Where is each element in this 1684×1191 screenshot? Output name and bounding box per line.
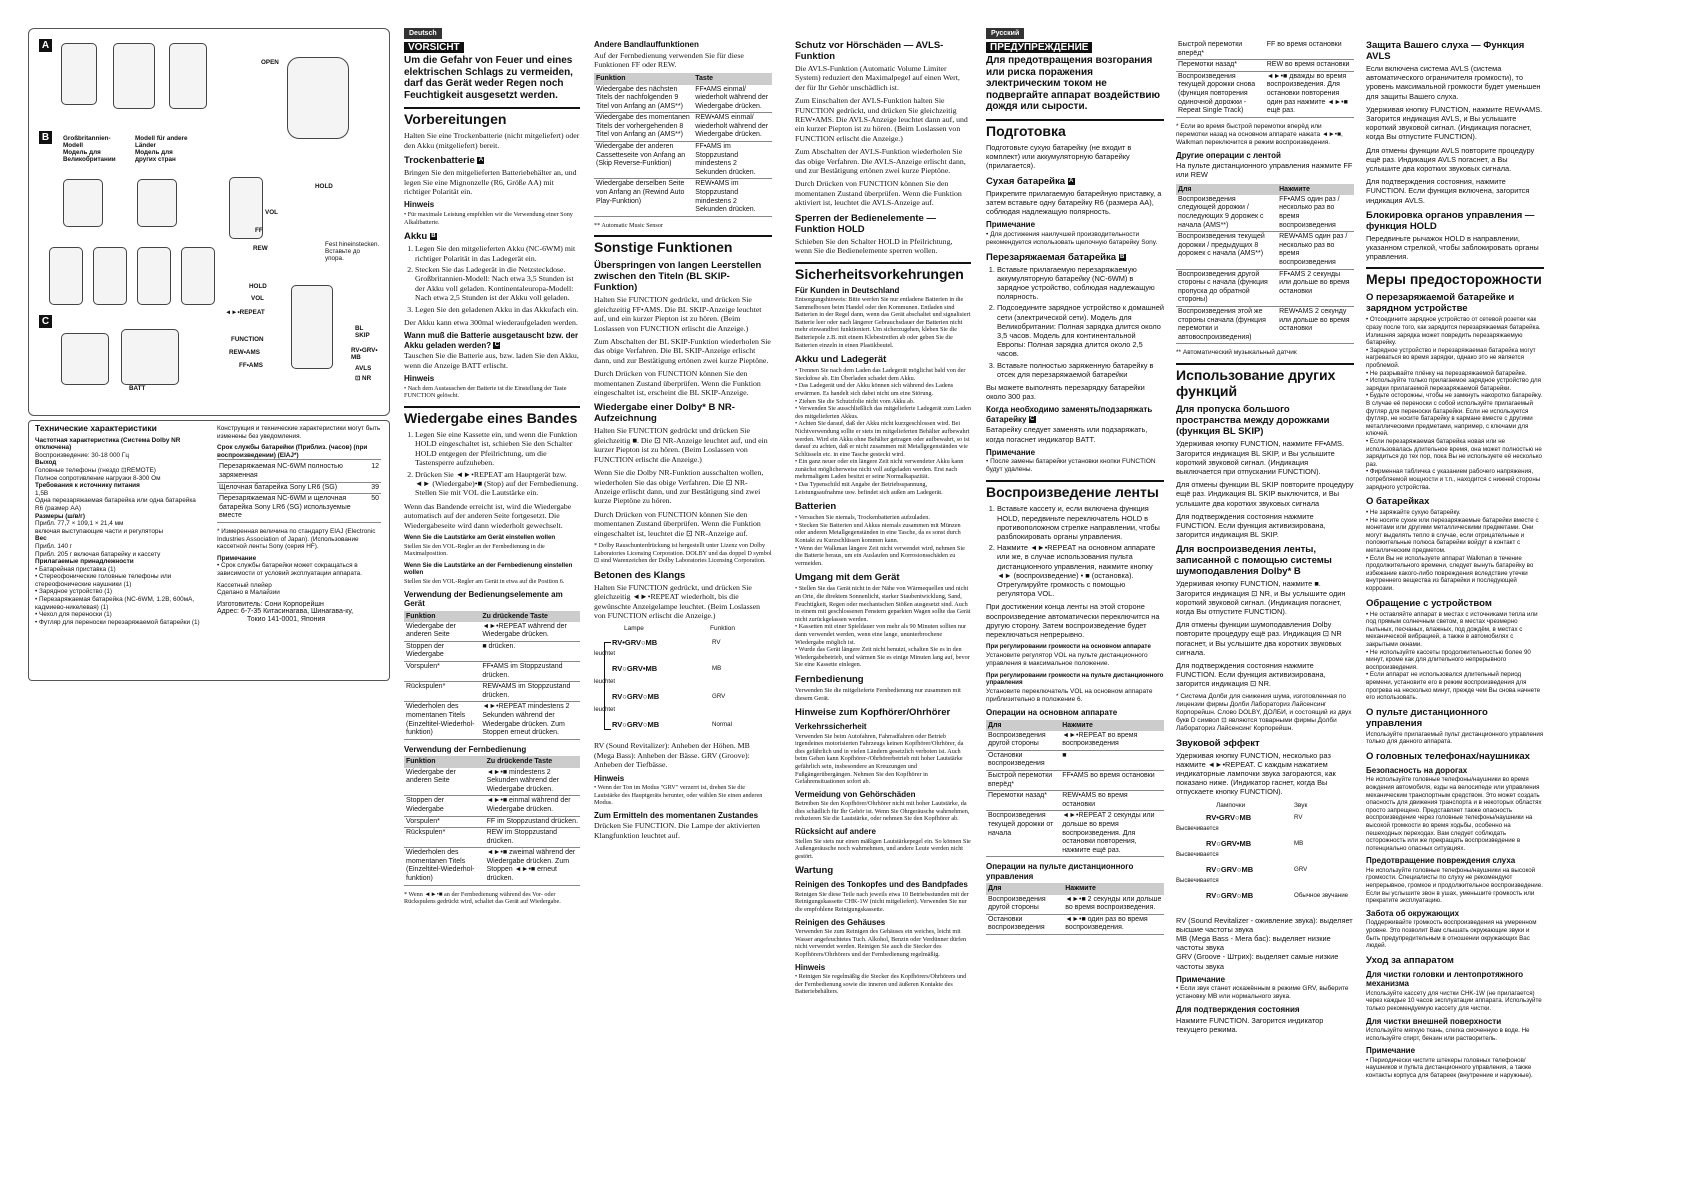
remote-operations-table-cont: [1176, 40, 1354, 118]
section-title: Меры предосторожности: [1366, 271, 1542, 288]
loop-arrow: [604, 642, 611, 730]
table-row: Щелочная батарейка Sony LR6 (SG) 39: [217, 482, 381, 494]
sound-mode-diagram-ru: Лампочки Звук RV•GRV○MB Высвечивается RV○GRV•MB Высвечивается RV○GRV○MB Высвечивается RV○GRV○MB RV MB GRV Обычное звучание: [1176, 801, 1349, 900]
battery-care-list-ru: • Не заряжайте сухую батарейку. • Не носите сухие или перезаряжаемые батарейки вместе с монетами или другими металлическими предметами. Они могут выделять тепло в случае, если отрицательные и положительные полюса батарейки войдут в контакт с металлическим предметом. • Если Вы не используете аппарат Walkman в течение продолжительного времени, следует вынуть батарейку во избежание какого-либо повреждения вследствие утечки внутреннего вещества из батарейки и последующей коррозии.: [1366, 509, 1539, 593]
table-row: Быстрой перемотки вперёд* FF во время остановки: [1176, 40, 1354, 60]
recharge-steps: 1. Вставьте прилагаемую перезаряжаемую аккумуляторную батарейку (NC-6WM) в зарядное устройство, соблюдая надлежащую полярность. 2. Подсоедините зарядное устройство к домашней сети (электрической сети). Модель для Великобритании: Полная зарядка длится около 3,5 часов. Модель для континентальной Европы: Полная зарядка длится около 2,5 часов. 3. Вставьте полностью заряженную батарейку в отсек для перезаряжаемой батарейки: [986, 265, 1164, 379]
divider: [404, 406, 580, 408]
divider: [594, 235, 772, 237]
language-tag-german: Deutsch: [404, 28, 442, 39]
sound-description-list: RV (Sound Revitalizer - оживление звука): выделяет высшие частоты звука MB (Mega Bass - Мега бас): выделяет низкие частоты звука GRV (Groove - Штрих): выделяет самые низкие частоты звука: [1176, 915, 1353, 971]
label-hold2: HOLD: [249, 283, 267, 290]
label-hold: HOLD: [315, 183, 333, 190]
label-rvgrv: RV•GRV• MB: [351, 347, 378, 361]
label-uk-model: Großbritannien- Modell Модель для Великобритании: [63, 135, 116, 163]
play-steps: 1. Вставьте кассету и, если включена функция HOLD, передвиньте переключатель HOLD в противоположном стрелке направлении, чтобы разблокировать органы управления. 2. Нажмите ◄►•REPEAT на основном аппарате или же, в случае использования пульта дистанционного управления, нажмите кнопку ◄► (воспроизведение) • ■ (остановка). Отрегулируйте громкость с помощью регулятора VOL.: [986, 504, 1164, 598]
section-title: Sicherheitsvorkehrungen: [795, 265, 964, 282]
specs-title: Технические характеристики: [35, 423, 157, 433]
russian-column-2: Быстрой перемотки вперёд* FF во время остановки Перемотки назад* REW во время остановки Воспроизведения текущей дорожки снова (функция повторения одиночной дорожки - Repeat Single Track) ◄►•■ дважды во время воспроизведения. Для остановки повторения один раз нажмите ◄►•■ ещё раз. * Если во время быстрой перемотки вперёд или перемотки назад на основном аппарате нажата ◄►•■, Walkman переключится в режим воспроизведения. Другие операции с лентой На пульте дистанционного управления нажмите FF или REW Для Нажмите Воспроизведения следующей дорожки / последующих 9 дорожек с начала (AMS**) FF•AMS один раз / несколько раз во время воспроизведения Воспроизведения текущей дорожки / предыдущих 8 дорожек с начала (AMS**) REW•AMS один раз / несколько раз во время воспроизведения Воспроизведения другой стороны с начала (функция пропуска до обратной стороны) FF•AMS 2 секунды или дольше во время остановки Воспроизведения этой же стороны сначала (функция перемотки и автовоспроизведения) REW•AMS 2 секунду или дольше во время остановки ** Автоматический музыкальный датчик Использование других функций Для пропуска большого пространства между дорожками (функция BL SKIP) Удерживая кнопку FUNCTION, нажмите FF•AMS. Загорится индикация BL SKIP, и Вы услышите короткий звуковой сигнал. (Индикация выключается при отпускании FUNCTION). Для отмены функции BL SKIP повторите процедуру ещё раз. Индикация BL SKIP выключится, и Вы услышите два коротких звуковых сигнала Для подтверждения состояния нажмите FUNCTION. Если функция активизирована, загорится индикация BL SKIP. Для воспроизведения ленты, записанной с помощью системы шумоподавления Dolby* B Удерживая кнопку FUNCTION, нажмите ■. Загорится индикация ⊡ NR, и Вы услышите один короткий звуковой сигнал. (Индикация погаснет, когда Вы отпустите FUNCTION). Для отмены функции шумоподавления Dolby повторите процедуру ещё раз. Индикация ⊡ NR погаснет, и Вы услышите два коротких звуковых сигнала. Для подтверждения состояния нажмите FUNCTION. Если функция активизирована, загорится индикация ⊡ NR. * Система Долби для снижения шума, изготовленная по лицензии фирмы Долби Лабораториз Лайсенсинг Корпорейшн. Слово DOLBY, ДОЛБИ, и состоящий из двух букв D символ ⊡ являются товарными фирмы Долби Лабораториз Лайсенсинг Корпорейшн. Звуковой эффект Удерживая кнопку FUNCTION, несколько раз нажмите ◄►•REPEAT. С каждым нажатием индикаторные лампочки звука загораются, как показано ниже. (Индикатор гаснет, когда Вы отпускаете кнопку FUNCTION). Лампочки Звук RV•GRV○MB Высвечивается RV○GRV•MB Высвечивается RV○GRV○MB Высвечивается RV○GRV○MB RV MB GRV Обычное звучание RV (Sound Revitalizer - оживление звука): выделяет высшие частоты звука MB (Mega Bass - Мега бас): выделяет низкие частоты звука GRV (Groove - Штрих): выделяет самые низкие частоты звука Примечание • Если звук станет искажённым в режиме GRV, выберите установку MB или нормального звука. Для подтверждения состояния Нажмите FUNCTION. Загорится индикатор текущего режима.: [1176, 41, 1354, 1035]
label-push: Fest hineinstecken. Вставьте до упора.: [325, 241, 380, 262]
table-row: Перемотки назад* REW•AMS во время остановки: [986, 791, 1164, 811]
illustration-panel: [28, 28, 390, 416]
label-batt: BATT: [129, 385, 146, 392]
warning-text-ru: Для предотвращения возгорания или риска поражения электрическим током не подвергайте аппарат воздействию дождя или сырости.: [986, 55, 1161, 113]
divider: [986, 119, 1164, 121]
address-line1: Адрес: 6-7-35 Китасинагава, Шинагава-ку,: [217, 608, 354, 616]
mode-grv-ru: RV○GRV○MB: [1206, 864, 1254, 874]
label-rew: REW: [253, 245, 268, 252]
table-row: Перезаряжаемая NC-6WM полностью заряженная 12: [217, 462, 381, 482]
table-row: Остановки воспроизведения ■: [986, 750, 1164, 770]
table-row: Воспроизведения этой же стороны сначала (функция перемотки и автовоспроизведения) REW•AMS 2 секунду или дольше во время остановки: [1176, 306, 1354, 343]
battery-care-list: • Versuchen Sie niemals, Trockenbatterien aufzuladen. • Stecken Sie Batterien und Akkus niemals zusammen mit Münzen oder anderen Metallgegenständen in eine Tasche, da es sonst durch Kontakt zu Kurzschlüssen kommen kann. • Wenn der Walkman längere Zeit nicht verwendet wird, nehmen Sie die Batterie heraus, um ein Auslaufen und Korrosionsschäden zu vermeiden.: [795, 514, 965, 567]
table-row: Rückspulen* REW•AMS im Stoppzustand drücken.: [404, 682, 580, 702]
charger-uk-sketch: [63, 179, 103, 227]
russian-column-1: Русский ПРЕДУПРЕЖДЕНИЕ Для предотвращения возгорания или риска поражения электрическим током не подвергайте аппарат воздействию дождя или сырости. Подготовка Подготовьте сухую батарейку (не входит в комплект) или аккумуляторную батарейку (прилагается). Сухая батарейка A Прикрепите прилагаемую батарейную приставку, а затем вставьте одну батарейку R6 (размера AA), соблюдая надлежащую полярность. Примечание • Для достижения наилучшей производительности рекомендуется использовать щелочную батарейку Sony. Перезаряжаемая батарейка B 1. Вставьте прилагаемую перезаряжаемую аккумуляторную батарейку (NC-6WM) в зарядное устройство, соблюдая надлежащую полярность. 2. Подсоедините зарядное устройство к домашней сети (электрической сети). Модель для Великобритании: Полная зарядка длится около 3,5 часов. Модель для континентальной Европы: Полная зарядка длится около 2,5 часов. 3. Вставьте полностью заряженную батарейку в отсек для перезаряжаемой батарейки Вы можете выполнять перезарядку батарейки около 300 раз. Когда необходимо заменять/подзаряжать батарейку C Батарейку следует заменять или подзаряжать, когда погаснет индикатор BATT. Примечание • После замены батарейки установки кнопки FUNCTION будут удалены. Воспроизведение ленты 1. Вставьте кассету и, если включена функция HOLD, передвиньте переключатель HOLD в противоположном стрелке направлении, чтобы разблокировать органы управления. 2. Нажмите ◄►•REPEAT на основном аппарате или же, в случае использования пульта дистанционного управления, нажмите кнопку ◄► (воспроизведение) • ■ (остановка). Отрегулируйте громкость с помощью регулятора VOL. При достижении конца ленты на этой стороне воспроизведение автоматически переключится на другую сторону. Затем воспроизведение будет переключаться непрерывно. При регулировании громкости на основном аппарате Установите регулятор VOL на пульте дистанционного управления в максимальное положение. При регулировании громкости на пульте дистанционного управления Установите переключатель VOL на основном аппарате приблизительно в положение 6. Операции на основном аппарате Для Нажмите Воспроизведения другой стороны ◄►•REPEAT во время воспроизведения Остановки воспроизведения ■ Быстрой перемотки вперёд* FF•AMS во время остановки Перемотки назад* REW•AMS во время остановки Воспроизведения текущей дорожки от начала ◄►•REPEAT 2 секунды или дольше во время воспроизведения. Для остановки повторения, нажмите ещё раз. Операции на пульте дистанционного управления Для Нажмите Воспроизведения другой стороны ◄►•■ 2 секунды или дольше во время воспроизведения. Остановки воспроизведения ◄►•■ один раз во время воспроизведения.: [986, 28, 1164, 940]
warning-label: VORSICHT: [404, 42, 464, 53]
mode-rv-ru: RV•GRV○MB: [1206, 812, 1252, 822]
section-title: Использование других функций: [1176, 367, 1336, 400]
table-row: Воспроизведения текущей дорожки от начала ◄►•REPEAT 2 секунды или дольше во время воспроизведения. Для остановки повторения, нажмите ещё раз.: [986, 811, 1164, 857]
mode-normal: RV○GRV○MB: [612, 720, 660, 730]
table-row: Wiederholen des momentanen Titels (Einzeltitel-Wiederhol-funktion) ◄►•■ zweimal während der Wiedergabe drücken. Zum Stoppen ◄►•■ erneut drücken.: [404, 848, 580, 885]
divider: [986, 480, 1164, 482]
table-row: Wiedergabe der anderen Seite ◄►•REPEAT während der Wiedergabe drücken.: [404, 622, 580, 642]
charger-eu-sketch: [137, 179, 177, 227]
label-repeat: ◄►•REPEAT: [225, 309, 265, 316]
german-column-1: Deutsch VORSICHT Um die Gefahr von Feuer und eines elektrischen Schlags zu vermeiden, darf das Gerät weder Regen noch Feuchtigkeit ausgesetzt werden. Vorbereitungen Halten Sie eine Trockenbatterie (nicht mitgeliefert) oder den Akku (mitgeliefert) bereit. Trockenbatterie A Bringen Sie den mitgelieferten Batteriebehälter an, und legen Sie eine Mignonzelle (R6, Größe AA) mit richtiger Polarität ein. Hinweis • Für maximale Leistung empfehlen wir die Verwendung einer Sony Alkalibatterie. Akku B 1. Legen Sie den mitgelieferten Akku (NC-6WM) mit richtiger Polarität in das Ladegerät ein. 2. Stecken Sie das Ladegerät in die Netzsteckdose. Großbritannien-Modell: Nach etwa 3,5 Stunden ist der Akku voll geladen. Kontinentaleuropa-Modell: Nach etwa 2,5 Stunden ist der Akku voll geladen. 3. Legen Sie den geladenen Akku in das Akkufach ein. Der Akku kann etwa 300mal wiederaufgeladen werden. Wann muß die Batterie ausgetauscht bzw. der Akku geladen werden? C Tauschen Sie die Batterie aus, bzw. laden Sie den Akku, wenn die Anzeige BATT erlischt. Hinweis • Nach dem Austauschen der Batterie ist die Einstellung der Taste FUNCTION gelöscht. Wiedergabe eines Bandes 1. Legen Sie eine Kassette ein, und wenn die Funktion HOLD eingeschaltet ist, schieben Sie den Schalter HOLD entgegen der Pfeilrichtung, um die Tastensperre aufzuheben. 2. Drücken Sie ◄►•REPEAT am Hauptgerät bzw. ◄► (Wiedergabe)•■ (Stop) auf der Fernbedienung. Stellen Sie mit VOL die Lautstärke ein. Wenn das Bandende erreicht ist, wird die Wiedergabe automatisch auf der anderen Seite fortgesetzt. Die Wiedergabeseite wird dann wiederholt gewechselt. Wenn Sie die Lautstärke am Gerät einstellen wollen Stellen Sie den VOL-Regler an der Fernbedienung in die Maximalposition. Wenn Sie die Lautstärke an der Fernbedienung einstellen wollen Stellen Sie den VOL-Regler am Gerät in etwa auf die Position 6. Verwendung der Bedienungselemente am Gerät Funktion Zu drückende Taste Wiedergabe der anderen Seite ◄►•REPEAT während der Wiedergabe drücken. Stoppen der Wiedergabe ■ drücken. Vorspulen* FF•AMS im Stoppzustand drücken. Rückspulen* REW•AMS im Stoppzustand drücken. Wiederholen des momentanen Titels (Einzeltitel-Wiederhol-funktion) ◄►•REPEAT mindestens 2 Sekunden während der Wiedergabe drücken. Zum Stoppen erneut drücken. Verwendung der Fernbedienung Funktion Zu drückende Taste Wiedergabe der anderen Seite ◄►•■ mindestens 2 Sekunden während der Wiedergabe drücken. Stoppen der Wiedergabe ◄►•■ einmal während der Wiedergabe drücken. Vorspulen* FF im Stoppzustand drücken. Rückspulen* REW im Stoppzustand drücken. Wiederholen des momentanen Titels (Einzeltitel-Wiederhol-funktion) ◄►•■ zweimal während der Wiedergabe drücken. Zum Stoppen ◄►•■ erneut drücken. * Wenn ◄►•■ an der Fernbedienung während des Vor- oder Rückspulens gedrückt wird, schaltet das Gerät auf Wiedergabe.: [404, 28, 580, 910]
device-care-list: • Не оставляйте аппарат в местах с источниками тепла или под прямым солнечным светом, в местах чрезмерно пыльных, песчаных, влажных, под дождём, в местах с механической вибрацией, а также в автомобилях с закрытыми окнами. • Не используйте кассеты продолжительностью более 90 минут, кроме как для длительного непрерывного воспроизведения. • Если аппарат не использовался длительный период времени, установите его в режим воспроизведения для прогрева на несколько минут, прежде чем Вы снова начнете его использовать.: [1366, 610, 1541, 702]
table-row: Wiedergabe der anderen Cassetteseite von Anfang an (Skip Reverse-Funktion) FF•AMS im Stoppzustand mindestens 2 Sekunden drücken.: [594, 142, 772, 179]
sound-mode-diagram: Lampe Funktion RV•GRV○MB leuchtet RV○GRV•MB leuchtet RV○GRV○MB leuchtet RV○GRV○MB RV MB GRV Normal: [594, 625, 735, 730]
mode-grv: RV○GRV○MB: [612, 692, 660, 702]
device-operations-table: Для Нажмите Воспроизведения другой стороны ◄►•REPEAT во время воспроизведения Остановки воспроизведения ■ Быстрой перемотки вперёд* FF•AMS во время остановки Перемотки назад* REW•AMS во время остановки Воспроизведения текущей дорожки от начала ◄►•REPEAT 2 секунды или дольше во время воспроизведения. Для остановки повторения, нажмите ещё раз.: [986, 720, 1164, 858]
table-row: Воспроизведения следующей дорожки / последующих 9 дорожек с начала (AMS**) FF•AMS один раз / несколько раз во время воспроизведения: [1176, 195, 1354, 232]
table-row: Vorspulen* FF•AMS im Stoppzustand drücken.: [404, 662, 580, 682]
table-row: Wiedergabe der anderen Seite ◄►•■ mindestens 2 Sekunden während der Wiedergabe drücken.: [404, 768, 580, 796]
figure-label-c: C: [39, 315, 52, 328]
russian-column-3: Защита Вашего слуха — Функция AVLS Если включена система AVLS (система автоматического ограничителя громкости), то уровень максимальной громкости будет уменьшен для защиты Вашего слуха. Удерживая кнопку FUNCTION, нажмите REW•AMS. Загорится индикация AVLS, и Вы услышите короткий звуковой сигнал. (Индикация погаснет, когда Вы отпустите FUNCTION). Для отмены функции AVLS повторите процедуру ещё раз. Индикация AVLS погаснет, а Вы услышите два коротких звуковых сигнала. Для подтверждения состояния, нажмите FUNCTION. Если функция включена, загорится индикация AVLS. Блокировка органов управления — функция HOLD Передвиньте рычажок HOLD в направлении, указанном стрелкой, чтобы заблокировать органы управления. Меры предосторожности О перезаряжаемой батарейке и зарядном устройстве • Отсоедините зарядное устройство от сетевой розетки как сразу после того, как зарядится перезаряжаемая батарейка. Излишняя зарядка может повредить перезаряжаемую батарейку. • Зарядное устройство и перезаряжаемая батарейка могут нагреваться во время зарядки, однако это не является проблемой. • Не разрывайте плёнку на перезаряжаемой батарейке. • Используйте только прилагаемое зарядное устройство для зарядки прилагаемой перезаряжаемой батарейки. • Будьте осторожны, чтобы не замкнуть накоротко батарейку. В случае её переноски с собой используйте прилагаемый футляр для переноски батарейки. Если не используется футляр, не носите батарейку в кармане вместе с другими металлическими предметами, например, с ключами для ключей. • Если перезаряжаемая батарейка новая или не использовалась длительное время, она может полностью не зарядиться до тех пор, пока Вы не используете её несколько раз. • Фирменная табличка с указанием рабочего напряжения, потребляемой мощности и т.п., находится с нижней стороны зарядного устройства. О батарейках • Не заряжайте сухую батарейку. • Не носите сухие или перезаряжаемые батарейки вместе с монетами или другими металлическими предметами. Они могут выделять тепло в случае, если отрицательные и положительные полюса батарейки войдут в контакт с металлическим предметом. • Если Вы не используете аппарат Walkman в течение продолжительного времени, следует вынуть батарейку во избежание какого-либо повреждения вследствие утечки внутреннего вещества из батарейки и последующей коррозии. Обращение с устройством • Не оставляйте аппарат в местах с источниками тепла или под прямым солнечным светом, в местах чрезмерно пыльных, песчаных, влажных, под дождём, в местах с механической вибрацией, а также в автомобилях с закрытыми окнами. • Не используйте кассеты продолжительностью более 90 минут, кроме как для длительного непрерывного воспроизведения. • Если аппарат не использовался длительный период времени, установите его в режим воспроизведения для прогрева на несколько минут, прежде чем Вы снова начнете его использовать. О пульте дистанционного управления Используйте прилагаемый пульт дистанционного управления только для данного аппарата. О головных телефонах/наушниках Безопасность на дорогах Не используйте головные телефоны/наушники во время вождения автомобиля, езды на велосипеде или управления механическим транспортным средством. Это может создать опасность для движения транспорта и в некоторых областях просто запрещено. Представляет также опасность воспроизведение через головные телефоны/наушники на высокой громкости во время ходьбы, особенно на пешеходных переходах. Вам следует соблюдать осторожность или же прекращать воспроизведение в потенциально опасных ситуациях. Предотвращение повреждения слуха Не используйте головные телефоны/наушники на высокой громкости. Специалисты по слуху не рекомендуют непрерывное, громкое и продолжительное воспроизведение. Если вы услышите звон в ушах, уменьшите громкость или прекратите эксплуатацию. Забота об окружающих Поддерживайте громкость воспроизведения на умеренном уровне. Это позволит Вам слышать окружающие звуки и быть предупредительным в отношении окружающих Вас людей. Уход за аппаратом Для чистки головки и лентопротяжного механизма Используйте кассету для чистки CHK-1W (не прилагается) через каждые 10 часов эксплуатации аппарата. Используйте только рекомендуемую кассету для чистки. Для чистки внешней поверхности Используйте мягкую ткань, слегка смоченную в воде. Не используйте спирт, бензин или растворитель. Примечание • Периодически чистите штекеры головных телефонов/наушников и пульта дистанционного управления, а также контакты корпуса для батареек (внутренние и наружные).: [1366, 40, 1544, 1079]
warning-text: Um die Gefahr von Feuer und eines elektrischen Schlags zu vermeiden, darf das Gerät weder Regen noch Feuchtigkeit ausgesetzt werden.: [404, 55, 573, 101]
battery-life-table: [217, 462, 381, 523]
german-column-3: Schutz vor Hörschäden — AVLS-Funktion Die AVLS-Funktion (Automatic Volume Limiter System) reduziert den Maximalpegel auf einen Wert, der für Ihr Gehör unschädlich ist. Zum Einschalten der AVLS-Funktion halten Sie FUNCTION gedrückt, und drücken Sie gleichzeitig REW•AMS. Die AVLS-Anzeige leuchtet dann auf, und ein kurzer Piepton ist zu hören. (Beim Loslassen von FUNCTION erlischt die Anzeige.) Zum Abschalten der AVLS-Funktion wiederholen Sie das obige Verfahren. Die AVLS-Anzeige erlischt dann, und zur Bestätigung ertönen zwei kurze Pieptöne. Durch Drücken von FUNCTION können Sie den momentanen Zustand überprüfen. Wenn die Funktion aktiviert ist, leuchtet die AVLS-Anzeige auf. Sperren der Bedienelemente — Funktion HOLD Schieben Sie den Schalter HOLD in Pfeilrichtung, wenn Sie die Bedienelemente sperren wollen. Sicherheitsvorkehrungen Für Kunden in Deutschland Entsorgungshinweis: Bitte werfen Sie nur entladene Batterien in die Sammelboxen beim Handel oder den Kommunen. Entladen sind Batterien in der Regel dann, wenn das Gerät abschaltet und signalisiert Batterie leer oder nach längerer Gebrauchsdauer der Batterien nicht mehr einwandfrei funktioniert. Um sicherzugehen, kleben Sie die Batteriepole z.B. mit einem Klebestreifen ab oder geben Sie die Batterien einzeln in einen Plastikbeutel. Akku und Ladegerät • Trennen Sie nach dem Laden das Ladegerät möglichst bald von der Steckdose ab. Ein Überladen schadet dem Akku. • Das Ladegerät und der Akku können sich während des Ladens erwärmen. Es handelt sich dabei nicht um eine Störung. • Ziehen Sie die Schutzfolie nicht vom Akku ab. • Verwenden Sie ausschließlich das mitgelieferte Ladegerät zum Laden des mitgelieferten Akkus. • Achten Sie darauf, daß der Akku nicht kurzgeschlossen wird. Bei Nichtverwendung sollte er stets im mitgelieferten Behälter aufbewahrt werden. Wird ein Akku ohne Behälter getragen oder aufbewahrt, so ist darauf zu achten, daß er nicht zusammen mit Metallgegenständen wie Schlüsseln etc. in eine Tasche gesteckt wird. • Ein ganz neuer oder ein längere Zeit nicht verwendeter Akku kann zunächst möglicherweise nicht voll aufgeladen werden. Erst nach mehrmaligem Laden besitzt er seine Normalkapazität. • Das Typenschild mit Angabe der Betriebsspannung, Leistungsaufnahme usw. befindet sich außen am Ladegerät. Batterien • Versuchen Sie niemals, Trockenbatterien aufzuladen. • Stecken Sie Batterien und Akkus niemals zusammen mit Münzen oder anderen Metallgegenständen in eine Tasche, da es sonst durch Kontakt zu Kurzschlüssen kommen kann. • Wenn der Walkman längere Zeit nicht verwendet wird, nehmen Sie die Batterie heraus, um ein Auslaufen und Korrosionsschäden zu vermeiden. Umgang mit dem Gerät • Stellen Sie das Gerät nicht in der Nähe von Wärmequellen und nicht an Orte, die direktem Sonnenlicht, starker Staubentwicklung, Sand, Feuchtigkeit, Regen oder mechanischen Stößen ausgesetzt sind. Auch in einem mit geschlossenen Fenstern geparkten Wagen sollte das Gerät nicht zurückgelassen werden. • Kassetten mit einer Spieldauer von mehr als 90 Minuten sollten nur dann verwendet werden, wenn eine lange, ununterbrochene Wiedergabe möglich ist. • Wurde das Gerät längere Zeit nicht benutzt, schalten Sie es in den Wiedergabebetrieb, und wärmen Sie es einige Minuten lang auf, bevor Sie eine Kassette einlegen. Fernbedienung Verwenden Sie die mitgelieferte Fernbedienung nur zusammen mit diesem Gerät. Hinweise zum Kopfhörer/Ohrhörer Verkehrssicherheit Verwenden Sie beim Autofahren, Fahrradfahren oder Betrieb irgendeines motorisierten Fahrzeugs keinen Kopfhörer/Ohrhörer, da dies gefährlich und in vielen Ländern gesetzlich verboten ist. Auch beim Gehen kann Kopfhörer-/Ohrhörerbetrieb mit hoher Lautstärke gefährlich sein, insbesondere an Kreuzungen und Fußgängerübergängen. Nehmen Sie den Kopfhörer in Gefahrensituationen sofort ab. Vermeidung von Gehörschäden Betreiben Sie den Kopfhörer/Ohrhörer nicht mit hoher Lautstärke, da dies schädlich für Ihr Gehör ist. Wenn Sie Ohrgeräusche wahrnehmen, reduzieren Sie die Lautstärke, oder nehmen Sie den Kopfhörer ab. Rücksicht auf andere Stellen Sie stets nur einen mäßigen Lautstärkepegel ein. So können Sie Außengeräusche noch wahrnehmen, und andere Leute werden nicht gestört. Wartung Reinigen des Tonkopfes und des Bandpfades Reinigen Sie diese Teile nach jeweils etwa 10 Betriebsstunden mit der Reinigungskassette CHK-1W (nicht mitgeliefert). Verwenden Sie nur die empfohlene Reinigungskassette. Reinigen des Gehäuses Verwenden Sie zum Reinigen des Gehäuses ein weiches, leicht mit Wasser angefeuchtetes Tuch. Alkohol, Benzin oder Verdünner dürfen nicht verwendet werden. Reinigen Sie auch die Stecker des Kopfhörers/Ohrhörers und der Fernbedienung regelmäßig. Hinweis • Reinigen Sie regelmäßig die Stecker des Kopfhörers/Ohrhörers und der Fernbedienung sowie die inneren und äußeren Kontakte des Batteriebehälters.: [795, 40, 971, 996]
figure-label-b: B: [39, 131, 52, 144]
label-open: OPEN: [261, 59, 279, 66]
made-in: Сделано в Малайзии: [217, 589, 280, 597]
mode-mb-ru: RV○GRV•MB: [1206, 838, 1252, 848]
eiaj-note: * Измеренная величина по стандарту EIAJ (Electronic Industries Association of Japan). (Использование кассетной ленты Sony (серия HF).: [217, 527, 376, 551]
battery-insert-sketch: [61, 333, 109, 385]
label-function: FUNCTION: [231, 336, 264, 343]
walkman-sketch-b2: [93, 247, 127, 305]
table-row: Перемотки назад* REW во время остановки: [1176, 60, 1354, 72]
handling-list: • Stellen Sie das Gerät nicht in der Nähe von Wärmequellen und nicht an Orte, die direktem Sonnenlicht, starker Staubentwicklung, Sand, Feuchtigkeit, Regen oder mechanischen Stößen ausgesetzt sind. Auch in einem mit geschlossenen Fenstern geparkten Wagen sollte das Gerät nicht zurückgelassen werden. • Kassetten mit einer Spieldauer von mehr als 90 Minuten sollten nur dann verwendet werden, wenn eine lange, ununterbrochene Wiedergabe möglich ist. • Wurde das Gerät längere Zeit nicht benutzt, schalten Sie es in den Wiedergabebetrieb, und wärmen Sie es einige Minuten lang auf, bevor Sie eine Kassette einlegen.: [795, 585, 971, 669]
table-row: Воспроизведения текущей дорожки / предыдущих 8 дорожек с начала (AMS**) REW•AMS один раз / несколько раз во время воспроизведения: [1176, 232, 1354, 269]
specifications-panel: [28, 420, 390, 681]
product-name: Кассетный плейер: [217, 581, 272, 589]
section-title: Sonstige Funktionen: [594, 239, 733, 256]
table-row: Wiedergabe des nächsten Titels der nachfolgenden 9 Titel von Anfang an (AMS**) FF•AMS einmal/ wiederholt während der Wiedergabe drücken.: [594, 85, 772, 113]
table-row: Vorspulen* FF im Stoppzustand drücken.: [404, 816, 580, 828]
table-row: Воспроизведения другой стороны с начала (функция пропуска до обратной стороны) FF•AMS 2 секунды или дольше во время остановки: [1176, 269, 1354, 306]
label-nr: ⊡ NR: [355, 375, 372, 382]
table-row: Перезаряжаемая NC-6WM и щелочная батарейка Sony LR6 (SG) используемые вместе 50: [217, 494, 381, 523]
german-column-2: Andere Bandlauffunktionen Auf der Fernbedienung verwenden Sie für diese Funktionen FF oder REW. Funktion Taste Wiedergabe des nächsten Titels der nachfolgenden 9 Titel von Anfang an (AMS**) FF•AMS einmal/ wiederholt während der Wiedergabe drücken. Wiedergabe des momentanen Titels der vorhergehenden 8 Titel von Anfang an (AMS**) REW•AMS einmal/ wiederholt während der Wiedergabe drücken. Wiedergabe der anderen Cassetteseite von Anfang an (Skip Reverse-Funktion) FF•AMS im Stoppzustand mindestens 2 Sekunden drücken. Wiedergabe derselben Seite von Anfang an (Rewind Auto Play-Funktion) REW•AMS im Stoppzustand mindestens 2 Sekunden drücken. ** Automatic Music Sensor Sonstige Funktionen Überspringen von langen Leerstellen zwischen den Titeln (BL SKIP-Funktion) Halten Sie FUNCTION gedrückt, und drücken Sie gleichzeitig FF•AMS. Die BL SKIP-Anzeige leuchtet auf, und ein kurzer Piepton ist zu hören. (Beim Loslassen von FUNCTION erlischt die Anzeige.) Zum Abschalten der BL SKIP-Funktion wiederholen Sie das obige Verfahren. Die BL SKIP-Anzeige erlischt dann, und zur Bestätigung ertönen zwei kurze Pieptöne. Durch Drücken von FUNCTION können Sie den momentanen Zustand überprüfen. Wenn die Funktion eingeschaltet ist, erscheint die BL SKIP-Anzeige. Wiedergabe einer Dolby* B NR-Aufzeichnung Halten Sie FUNCTION gedrückt und drücken Sie gleichzeitig ■. Die ⊡ NR-Anzeige leuchtet auf, und ein kurzer Piepton ist zu hören. (Beim Loslassen von FUNCTION erlischt die Anzeige.) Wenn Sie die Dolby NR-Funktion ausschalten wollen, wiederholen Sie das obige Verfahren. Die ⊡ NR-Anzeige erlischt dann, und zur Bestätigung sind zwei kurze Pieptöne zu hören. Durch Drücken von FUNCTION können Sie den momentanen Zustand überprüfen. Wenn die Funktion eingeschaltet ist, leuchtet die ⊡ NR-Anzeige auf. * Dolby Rauschunterdrückung ist hergestellt unter Lizenz von Dolby Laboratories Licensing Corporation. DOLBY und das doppel D symbol ⊡ sind Warenzeichen der Dolby Laboratories Licensing Corporation. Betonen des Klangs Halten Sie FUNCTION gedrückt, und drücken Sie gleichzeitig ◄►•REPEAT wiederholt, bis die gewünschte Anzeigelampe leuchtet. (Beim Loslassen von FUNCTION erlischt die Anzeige.) Lampe Funktion RV•GRV○MB leuchtet RV○GRV•MB leuchtet RV○GRV○MB leuchtet RV○GRV○MB RV MB GRV Normal RV (Sound Revitalizer): Anheben der Höhen. MB (Mega Bass): Anheben der Bässe. GRV (Groove): Anheben der Tiefbässe. Hinweis • Wenn der Ton im Modus "GRV" verzerrt ist, drehen Sie die Lautstärke des Hauptgeräts herunter, oder wählen Sie einen anderen Modus. Zum Ermitteln des momentanen Zustandes Drücken Sie FUNCTION. Die Lampe der aktivierten Klangfunktion leuchtet auf.: [594, 40, 772, 840]
label-ffams: FF•AMS: [239, 362, 263, 369]
device-controls-table: Funktion Zu drückende Taste Wiedergabe der anderen Seite ◄►•REPEAT während der Wiedergabe drücken. Stoppen der Wiedergabe ■ drücken. Vorspulen* FF•AMS im Stoppzustand drücken. Rückspulen* REW•AMS im Stoppzustand drücken. Wiederholen des momentanen Titels (Einzeltitel-Wiederhol-funktion) ◄►•REPEAT mindestens 2 Sekunden während der Wiedergabe drücken. Zum Stoppen erneut drücken.: [404, 611, 580, 740]
walkman-sketch-b1: [49, 247, 83, 305]
walkman-sketch-b3: [137, 247, 171, 305]
language-tag-russian: Русский: [986, 28, 1024, 39]
battery-life-header: Срок службы батарейки (Приблиз. (часов) (при воспроизведении) (EIAJ*): [217, 444, 381, 460]
remote-controls-table: Funktion Zu drückende Taste Wiedergabe der anderen Seite ◄►•■ mindestens 2 Sekunden während der Wiedergabe drücken. Stoppen der Wiedergabe ◄►•■ einmal während der Wiedergabe drücken. Vorspulen* FF im Stoppzustand drücken. Rückspulen* REW im Stoppzustand drücken. Wiederholen des momentanen Titels (Einzeltitel-Wiederhol-funktion) ◄►•■ zweimal während der Wiedergabe drücken. Zum Stoppen ◄►•■ erneut drücken.: [404, 756, 580, 885]
subsection-title: Trockenbatterie A: [404, 155, 484, 167]
charger-care-list: • Отсоедините зарядное устройство от сетевой розетки как сразу после того, как зарядится перезаряжаемая батарейка. Излишняя зарядка может повредить перезаряжаемую батарейку. • Зарядное устройство и перезаряжаемая батарейка могут нагреваться во время зарядки, однако это не является проблемой. • Не разрывайте плёнку на перезаряжаемой батарейке. • Используйте только прилагаемое зарядное устройство для зарядки прилагаемой перезаряжаемой батарейки. • Будьте осторожны, чтобы не замкнуть накоротко батарейку. В случае её переноски с собой используйте прилагаемый футляр для переноски батарейки. Если не используется футляр, не носите батарейку в кармане вместе с другими металлическими предметами, например, с ключами для ключей. • Если перезаряжаемая батарейка новая или не использовалась длительное время, она может полностью не зарядиться до тех пор, пока Вы не используете её несколько раз. • Фирменная табличка с указанием рабочего напряжения, потребляемой мощности и т.п., находится с нижней стороны зарядного устройства.: [1366, 316, 1543, 491]
wiedergabe-steps: 1. Legen Sie eine Kassette ein, und wenn die Funktion HOLD eingeschaltet ist, schieben Sie den Schalter HOLD entgegen der Pfeilrichtung, um die Tastensperre aufzuheben. 2. Drücken Sie ◄►•REPEAT am Hauptgerät bzw. ◄► (Wiedergabe)•■ (Stop) auf der Fernbedienung. Stellen Sie mit VOL die Lautstärke ein.: [404, 430, 580, 498]
battery-case-sketch: [61, 43, 97, 105]
mode-mb: RV○GRV•MB: [612, 664, 658, 674]
divider: [1366, 267, 1544, 269]
table-row: Stoppen der Wiedergabe ◄►•■ einmal während der Wiedergabe drücken.: [404, 796, 580, 816]
other-functions-table: Funktion Taste Wiedergabe des nächsten Titels der nachfolgenden 9 Titel von Anfang an (AMS**) FF•AMS einmal/ wiederholt während der Wiedergabe drücken. Wiedergabe des momentanen Titels der vorhergehenden 8 Titel von Anfang an (AMS**) REW•AMS einmal/ wiederholt während der Wiedergabe drücken. Wiedergabe der anderen Cassetteseite von Anfang an (Skip Reverse-Funktion) FF•AMS im Stoppzustand mindestens 2 Sekunden drücken. Wiedergabe derselben Seite von Anfang an (Rewind Auto Play-Funktion) REW•AMS im Stoppzustand mindestens 2 Sekunden drücken.: [594, 73, 772, 217]
other-operations-table: Для Нажмите Воспроизведения следующей дорожки / последующих 9 дорожек с начала (AMS**) FF•AMS один раз / несколько раз во время воспроизведения Воспроизведения текущей дорожки / предыдущих 8 дорожек с начала (AMS**) REW•AMS один раз / несколько раз во время воспроизведения Воспроизведения другой стороны с начала (функция пропуска до обратной стороны) FF•AMS 2 секунды или дольше во время остановки Воспроизведения этой же стороны сначала (функция перемотки и автовоспроизведения) REW•AMS 2 секунду или дольше во время остановки: [1176, 184, 1354, 345]
walkman-sketch-b4: [181, 247, 215, 305]
address-line2: Токио 141-0001, Япония: [247, 615, 326, 623]
specs-left-list: Частотная характеристика (Система Dolby NR отключена) Воспроизведение: 30-18 000 Гц Выход Головные телефоны (гнездо ⊡REMOTE) Полное сопротивление нагрузки 8-300 Ом Требования к источнику питания 1,5В Одна перезаряжаемая батарейка или одна батарейка R6 (размер AA) Размеры (ш/в/г) Прибл. 77,7 × 109,1 × 21,4 мм включая выступающие части и регуляторы Вес Прибл. 140 г Прибл. 205 г включая батарейку и кассету Прилагаемые принадлежности • Батарейная приставка (1) • Стереофонические головные телефоны или стереофонические наушники (1) • Зарядное устройство (1) • Перезаряжаемая батарейка (NC-6WM, 1.2В, 600мА, кадмиево-никелевая) (1) • Чехол для переноски (1) • Футляр для переноски перезаряжаемой батарейки (1): [35, 436, 200, 626]
table-row: Wiedergabe des momentanen Titels der vorhergehenden 8 Titel von Anfang an (AMS**) REW•AMS einmal/ wiederholt während der Wiedergabe drücken.: [594, 113, 772, 142]
mode-rv: RV•GRV○MB: [612, 638, 658, 648]
walkman-sketch-a2: [169, 43, 207, 109]
subsection-title: Akku B: [404, 231, 436, 243]
table-row: Wiedergabe derselben Seite von Anfang an (Rewind Auto Play-Funktion) REW•AMS im Stoppzustand mindestens 2 Sekunden drücken.: [594, 179, 772, 216]
table-row: Воспроизведения текущей дорожки снова (функция повторения одиночной дорожки - Repeat Single Track) ◄►•■ дважды во время воспроизведения. Для остановки повторения один раз нажмите ◄►•■ ещё раз.: [1176, 71, 1354, 117]
specs-note: • Срок службы батарейки может сокращаться в зависимости от условий эксплуатации аппарата.: [217, 562, 362, 577]
divider: [1176, 363, 1354, 365]
specs-intro: Конструкция и технические характеристики могут быть изменены без уведомления.: [217, 425, 381, 440]
remote-operations-table: Для Нажмите Воспроизведения другой стороны ◄►•■ 2 секунды или дольше во время воспроизведения. Остановки воспроизведения ◄►•■ один раз во время воспроизведения.: [986, 883, 1164, 935]
akku-steps: 1. Legen Sie den mitgelieferten Akku (NC-6WM) mit richtiger Polarität in das Ladegerät ein. 2. Stecken Sie das Ladegerät in die Netzsteckdose. Großbritannien-Modell: Nach etwa 3,5 Stunden ist der Akku voll geladen. Kontinentaleuropa-Modell: Nach etwa 2,5 Stunden ist der Akku voll geladen. 3. Legen Sie den geladenen Akku in das Akkufach ein.: [404, 244, 580, 314]
battery-indicator-sketch: [121, 329, 179, 385]
label-ff: FF: [255, 227, 263, 234]
table-row: Rückspulen* REW im Stoppzustand drücken.: [404, 828, 580, 848]
maker: Изготовитель: Сони Корпорейшн: [217, 600, 324, 608]
section-title: Подготовка: [986, 122, 1066, 139]
walkman-side-sketch: [291, 285, 333, 369]
table-row: Воспроизведения другой стороны ◄►•■ 2 секунды или дольше во время воспроизведения.: [986, 895, 1164, 915]
table-row: Быстрой перемотки вперёд* FF•AMS во время остановки: [986, 771, 1164, 791]
label-other-model: Modell für andere Länder Модель для других стран: [135, 135, 188, 163]
table-row: Остановки воспроизведения ◄►•■ один раз во время воспроизведения.: [986, 914, 1164, 934]
walkman-sketch-a1: [113, 43, 155, 109]
warning-label-ru: ПРЕДУПРЕЖДЕНИЕ: [986, 42, 1092, 53]
table-row: Воспроизведения другой стороны ◄►•REPEAT во время воспроизведения: [986, 731, 1164, 751]
section-title: Vorbereitungen: [404, 111, 507, 128]
label-vol: VOL: [265, 209, 278, 216]
figure-label-a: A: [39, 39, 52, 52]
specs-note-title: Примечание: [217, 554, 257, 562]
label-rewams: REW•AMS: [229, 349, 260, 356]
divider: [404, 107, 580, 109]
hand-open-sketch: [287, 57, 349, 139]
label-avls: AVLS: [355, 365, 372, 372]
table-row: Wiederholen des momentanen Titels (Einzeltitel-Wiederhol-funktion) ◄►•REPEAT mindestens 2 Sekunden während der Wiedergabe drücken. Zum Stoppen erneut drücken.: [404, 702, 580, 739]
section-title: Воспроизведение ленты: [986, 484, 1159, 501]
label-vol2: VOL: [251, 295, 264, 302]
table-row: Stoppen der Wiedergabe ■ drücken.: [404, 641, 580, 661]
section-title: Wiedergabe eines Bandes: [404, 409, 578, 426]
label-blskip: BL SKIP: [355, 325, 370, 339]
akku-care-list: • Trennen Sie nach dem Laden das Ladegerät möglichst bald von der Steckdose ab. Ein Überladen schadet dem Akku. • Das Ladegerät und der Akku können sich während des Ladens erwärmen. Es handelt sich dabei nicht um eine Störung. • Ziehen Sie die Schutzfolie nicht vom Akku ab. • Verwenden Sie ausschließlich das mitgelieferte Ladegerät zum Laden des mitgelieferten Akkus. • Achten Sie darauf, daß der Akku nicht kurzgeschlossen wird. Bei Nichtverwendung sollte er stets im mitgelieferten Behälter aufbewahrt werden. Wird ein Akku ohne Behälter getragen oder aufbewahrt, so ist darauf zu achten, daß er nicht zusammen mit Metallgegenständen wie Schlüsseln etc. in eine Tasche gesteckt wird. • Ein ganz neuer oder ein längere Zeit nicht verwendeter Akku kann zunächst möglicherweise nicht voll aufgeladen werden. Erst nach mehrmaligem Laden besitzt er seine Normalkapazität. • Das Typenschild mit Angabe der Betriebsspannung, Leistungsaufnahme usw. befindet sich außen am Ladegerät.: [795, 367, 971, 496]
divider: [795, 262, 971, 264]
mode-normal-ru: RV○GRV○MB: [1206, 890, 1254, 900]
